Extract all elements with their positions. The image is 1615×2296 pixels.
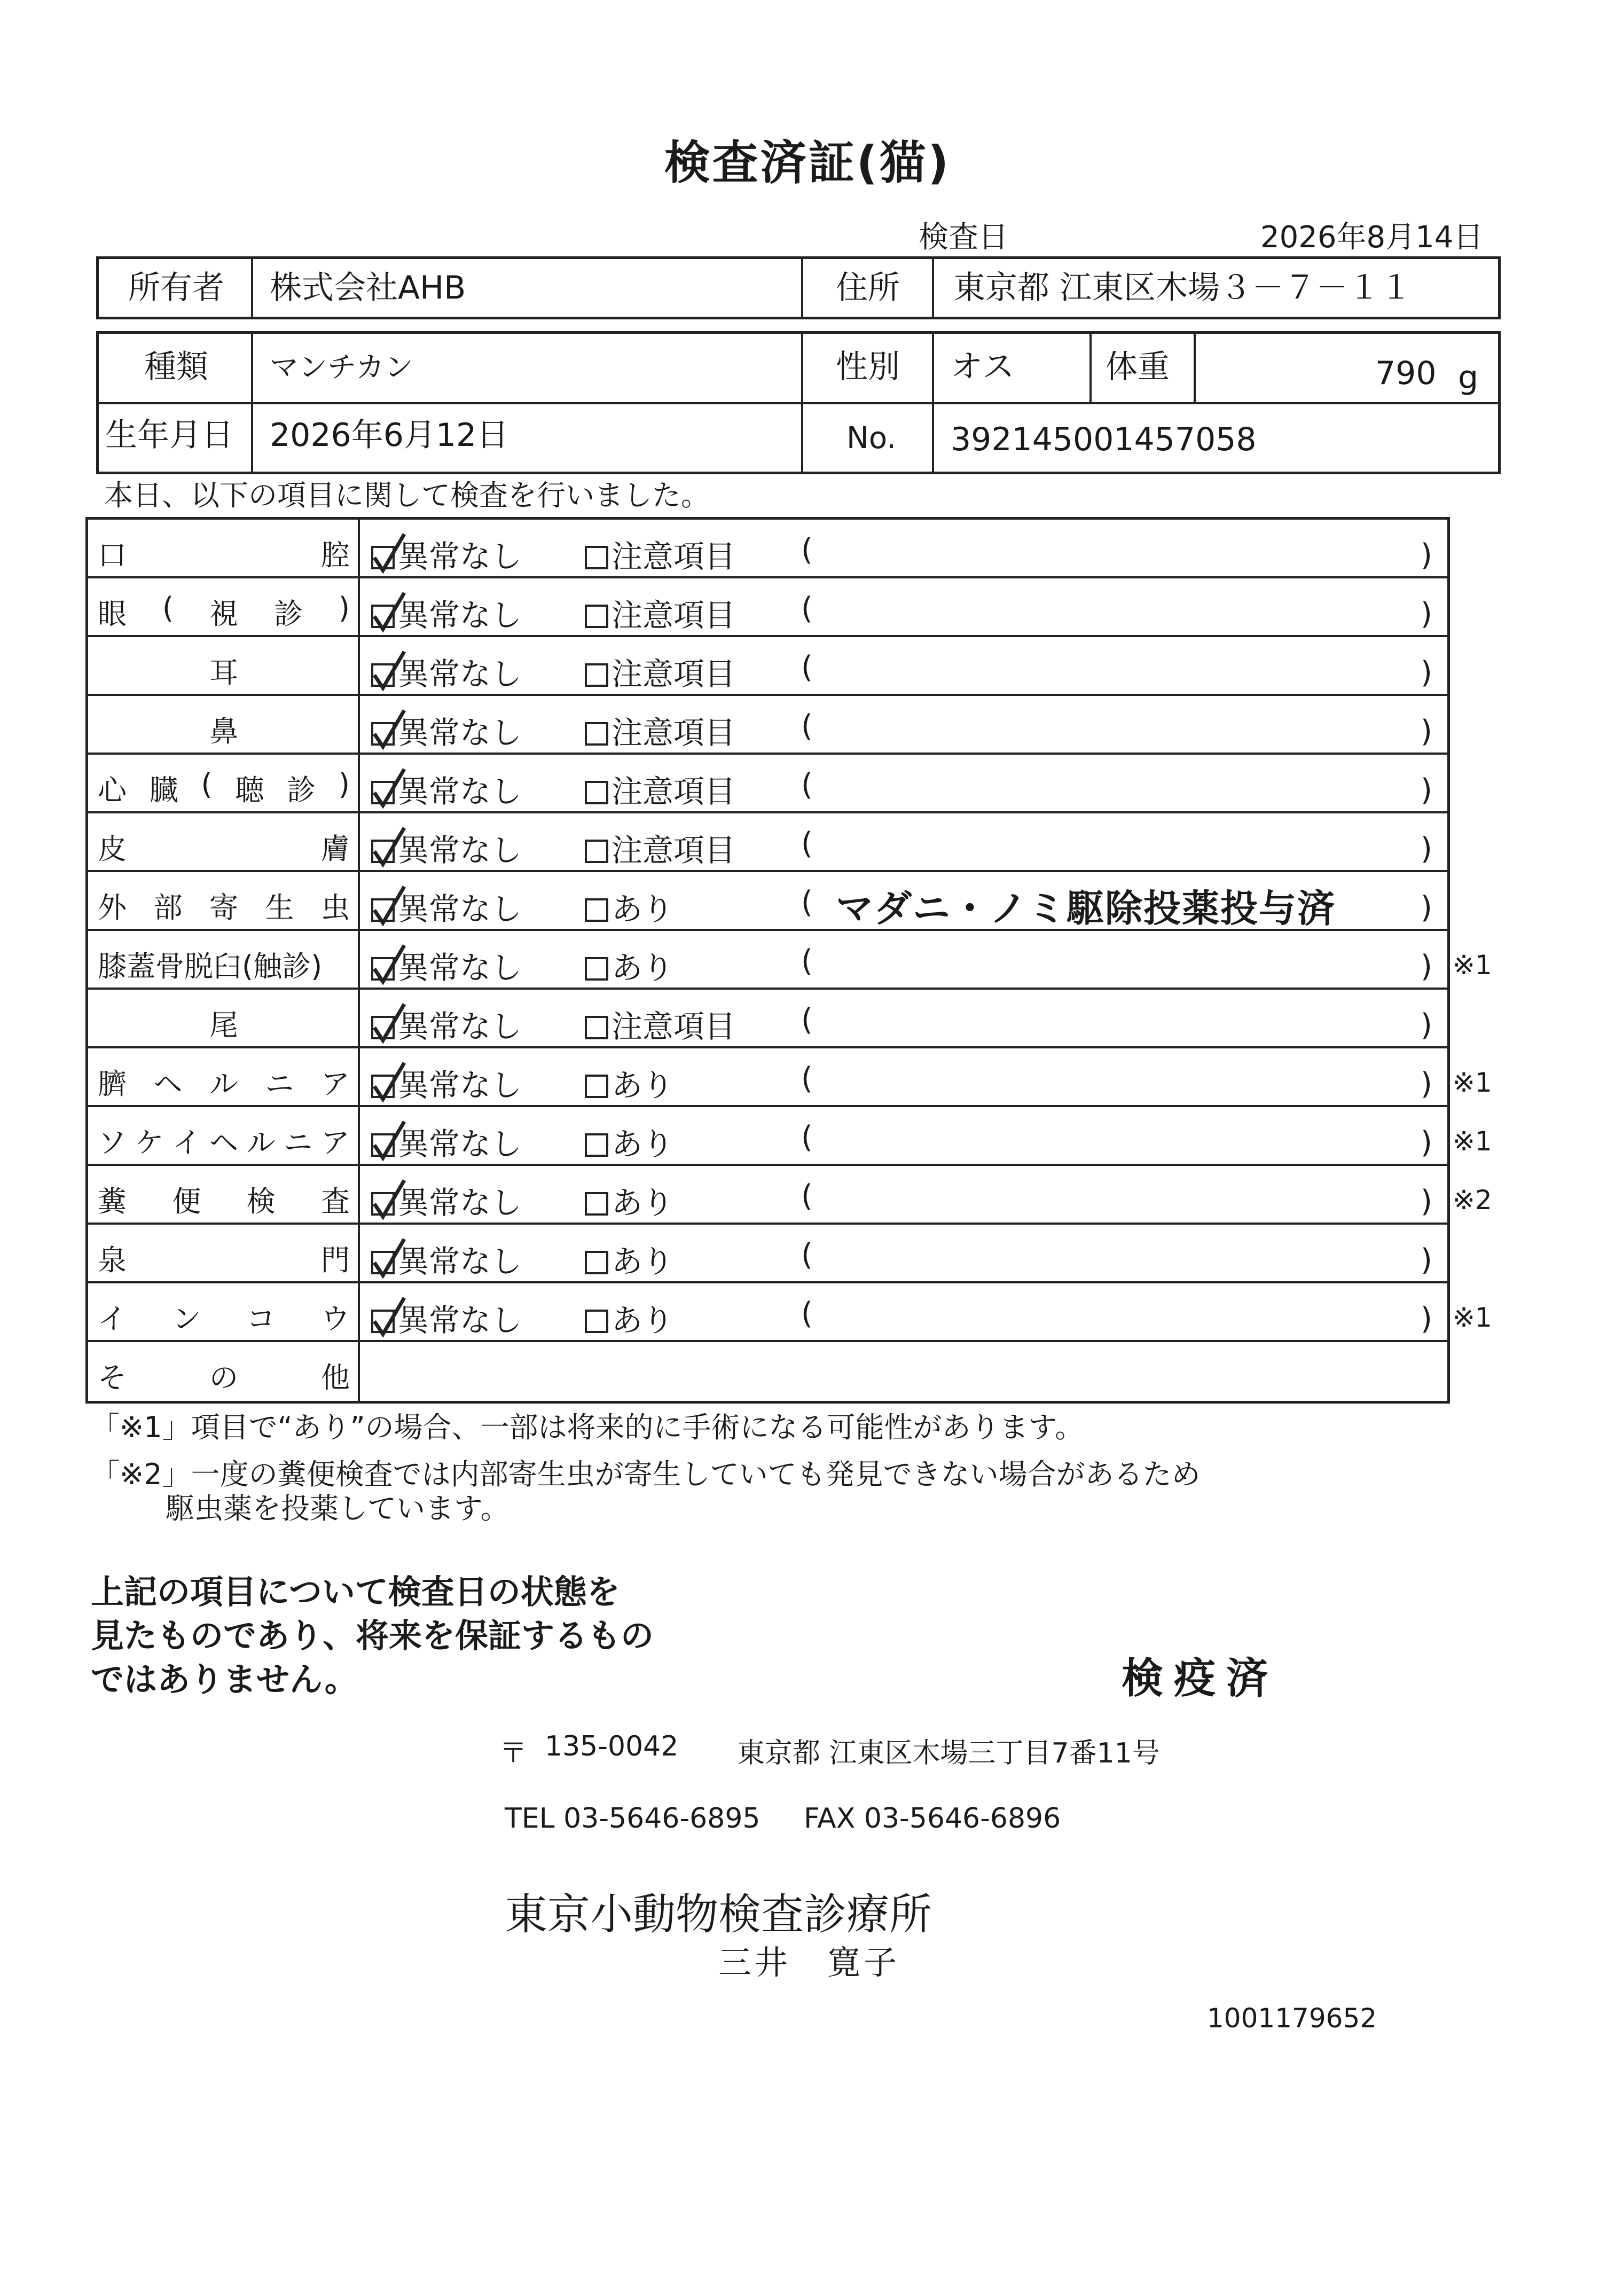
normal-label: 異常なし [398,1067,522,1103]
check-row [88,1225,1447,1283]
weight-value: 790 [1375,355,1437,392]
note-open-paren: ( [801,709,813,743]
owner-table [96,256,1501,319]
normal-label: 異常なし [398,1008,522,1045]
note-open-paren: ( [801,1002,813,1037]
normal-checkbox-checked[interactable] [371,531,522,576]
alt-checkbox[interactable] [585,766,735,811]
note-open-paren: ( [801,944,813,978]
check-item-name: 尾 [209,1008,238,1042]
note-close-paren: ) [1421,773,1432,808]
normal-label: 異常なし [398,715,522,751]
alt-label: あり [611,1243,674,1280]
alt-label: あり [611,1067,674,1103]
statement-line-3: ではありません。 [91,1660,358,1699]
check-row [88,872,1447,931]
normal-checkbox-checked[interactable] [371,1060,522,1105]
checkbox-icon [371,781,395,804]
checkbox-icon [585,1251,608,1274]
alt-label: 注意項目 [611,715,736,751]
check-row [88,755,1447,813]
checkbox-icon [585,722,608,746]
check-table [85,517,1450,1404]
check-item-name: 泉 門 [98,1243,350,1277]
statement-line-1: 上記の項目について検査日の状態を [91,1572,620,1611]
birth-label: 生年月日 [105,417,233,454]
note-close-paren: ) [1421,949,1432,984]
check-item-name: 鼻 [209,715,238,748]
clinic-fax: FAX 03-5646-6896 [804,1803,1061,1835]
inspection-date-value: 2026年8月14日 [1260,220,1484,255]
footnote-2-line1: 「※2」一度の糞便検査では内部寄生虫が寄生していても発見できない場合があるため [91,1457,1201,1491]
normal-checkbox-checked[interactable] [371,590,522,635]
note-close-paren: ) [1421,597,1432,631]
checkbox-icon [371,1192,395,1216]
alt-label: 注意項目 [611,832,736,868]
normal-checkbox-checked[interactable] [371,1119,522,1164]
alt-label: 注意項目 [611,656,736,692]
checkbox-icon [371,957,395,981]
normal-label: 異常なし [398,1185,522,1221]
note-open-paren: ( [801,1237,813,1272]
clinic-name: 東京小動物検査診療所 [505,1890,932,1939]
checkbox-icon [371,605,395,628]
id-number-label: No. [846,421,896,456]
check-row [88,578,1447,637]
alt-label: 注意項目 [611,597,736,633]
check-row [88,931,1447,990]
check-item-name: 臍 ヘ ル ニ ア [98,1067,350,1101]
note-close-paren: ) [1421,1184,1432,1219]
checkbox-icon [371,1075,395,1098]
normal-checkbox-checked[interactable] [371,825,522,870]
checkbox-icon [585,781,608,804]
checkbox-icon [585,663,608,687]
note-open-paren: ( [801,826,813,861]
alt-checkbox[interactable] [585,649,735,694]
alt-checkbox[interactable] [585,1001,735,1046]
note-open-paren: ( [801,1120,813,1155]
alt-label: 注意項目 [611,538,736,575]
alt-checkbox[interactable] [585,825,735,870]
animal-table [96,331,1501,474]
check-row [88,1166,1447,1225]
check-row [88,1283,1447,1342]
sex-label: 性別 [836,348,900,386]
check-row [88,813,1447,872]
alt-label: あり [611,1126,674,1162]
note-open-paren: ( [801,591,813,626]
check-item-name: 糞 便 検 査 [98,1185,350,1218]
alt-checkbox[interactable] [585,531,735,576]
footnote-mark: ※1 [1453,1067,1492,1098]
weight-label: 体重 [1106,348,1170,386]
checkbox-icon [585,605,608,628]
checkbox-icon [585,840,608,863]
check-item-name: 眼 ( 視 診 ) [98,591,350,631]
note-close-paren: ) [1421,1302,1432,1336]
alt-label: 注意項目 [611,1008,736,1045]
note-close-paren: ) [1421,1067,1432,1101]
check-item-name: イ ン コ ウ [98,1302,350,1336]
normal-checkbox-checked[interactable] [371,884,522,929]
check-item-name: 心 臓 ( 聴 診 ) [98,767,350,807]
note-open-paren: ( [801,1179,813,1213]
note-close-paren: ) [1421,1243,1432,1278]
birth-value: 2026年6月12日 [270,417,509,454]
normal-checkbox-checked[interactable] [371,1295,522,1340]
normal-checkbox-checked[interactable] [371,1001,522,1046]
sex-value: オス [951,348,1015,386]
postal-mark: 〒 [499,1737,528,1769]
normal-label: 異常なし [398,950,522,986]
note-open-paren: ( [801,1296,813,1331]
inspection-date-label: 検査日 [919,220,1008,255]
note-open-paren: ( [801,1061,813,1096]
clinic-address: 東京都 江東区木場三丁目7番11号 [737,1737,1160,1769]
checkbox-icon [371,1310,395,1333]
note-close-paren: ) [1421,832,1432,866]
normal-checkbox-checked[interactable] [371,1178,522,1223]
normal-label: 異常なし [398,832,522,868]
normal-label: 異常なし [398,538,522,575]
checkbox-icon [585,546,608,569]
checkbox-icon [585,1310,608,1333]
normal-label: 異常なし [398,1302,522,1338]
note-close-paren: ) [1421,538,1432,573]
note-close-paren: ) [1421,890,1432,925]
alt-checkbox[interactable] [585,708,735,753]
check-row [88,637,1447,696]
normal-checkbox-checked[interactable] [371,708,522,753]
serial-number: 1001179652 [1207,2003,1377,2034]
check-row [88,990,1447,1048]
postal-code: 135-0042 [545,1730,679,1762]
checkbox-icon [585,1192,608,1216]
checkbox-icon [585,898,608,922]
alt-checkbox[interactable] [585,590,735,635]
check-row [88,1048,1447,1107]
check-row [88,696,1447,755]
other-row [88,1342,1447,1401]
check-note: マダニ・ノミ駆除投薬投与済 [836,887,1336,930]
checkbox-icon [585,1133,608,1157]
alt-checkbox[interactable] [585,1178,673,1223]
note-close-paren: ) [1421,655,1432,690]
normal-checkbox-checked[interactable] [371,649,522,694]
doctor-name: 三井 寛子 [718,1943,900,1982]
address-value: 東京都 江東区木場３－７－１１ [953,269,1413,307]
normal-label: 異常なし [398,891,522,927]
alt-label: あり [611,891,674,927]
alt-label: あり [611,1302,674,1338]
check-item-name: 外 部 寄 生 虫 [98,891,350,924]
note-open-paren: ( [801,650,813,685]
checkbox-icon [585,957,608,981]
footnote-1: 「※1」項目で“あり”の場合、一部は将来的に手術になる可能性があります。 [91,1410,1084,1444]
check-item-name: ソ ケ イ ヘ ル ニ ア [98,1126,350,1159]
clinic-tel: TEL 03-5646-6895 [505,1803,761,1835]
other-label: そ の 他 [98,1361,350,1394]
normal-label: 異常なし [398,597,522,633]
statement-line-2: 見たものであり、将来を保証するもの [91,1616,654,1655]
breed-value: マンチカン [270,350,413,384]
normal-checkbox-checked[interactable] [371,943,522,988]
checkbox-icon [371,840,395,863]
alt-checkbox[interactable] [585,1119,673,1164]
checkbox-icon [371,1133,395,1157]
note-close-paren: ) [1421,714,1432,749]
footnote-mark: ※2 [1453,1185,1492,1216]
check-item-name: 耳 [209,656,238,689]
owner-label: 所有者 [128,269,224,307]
alt-checkbox[interactable] [585,1295,673,1340]
owner-value: 株式会社AHB [270,269,466,307]
checkbox-icon [585,1075,608,1098]
intro-text: 本日、以下の項目に関して検査を行いました。 [104,479,710,512]
weight-unit: g [1458,359,1479,396]
note-close-paren: ) [1421,1008,1432,1043]
normal-label: 異常なし [398,656,522,692]
normal-checkbox-checked[interactable] [371,766,522,811]
footnote-2-line2: 駆虫薬を投薬しています。 [166,1492,509,1525]
checkbox-icon [585,1016,608,1039]
footnote-mark: ※1 [1453,1126,1492,1157]
alt-checkbox[interactable] [585,1060,673,1105]
checkbox-icon [371,546,395,569]
normal-label: 異常なし [398,1243,522,1280]
checkbox-icon [371,1251,395,1274]
disclaimer-statement [91,1570,654,1702]
alt-checkbox[interactable] [585,884,673,929]
checkbox-icon [371,1016,395,1039]
id-number-value: 392145001457058 [951,421,1257,458]
alt-label: あり [611,950,674,986]
alt-label: 注意項目 [611,773,736,810]
checkbox-icon [371,663,395,687]
checkbox-icon [371,722,395,746]
alt-checkbox[interactable] [585,943,673,988]
note-close-paren: ) [1421,1125,1432,1160]
check-row [88,520,1447,578]
address-label: 住所 [836,269,900,307]
normal-label: 異常なし [398,1126,522,1162]
document-title: 検査済証(猫) [664,136,951,190]
check-item-name: 口 腔 [98,538,350,572]
alt-label: あり [611,1185,674,1221]
alt-checkbox[interactable] [585,1236,673,1281]
check-item-name: 膝蓋骨脱臼(触診) [98,950,323,983]
footnote-mark: ※1 [1453,1302,1492,1333]
checkbox-icon [371,898,395,922]
note-open-paren: ( [801,885,813,920]
note-open-paren: ( [801,532,813,567]
note-open-paren: ( [801,767,813,802]
footnote-mark: ※1 [1453,950,1492,981]
quarantine-stamp: 検疫済 [1122,1655,1279,1703]
breed-label: 種類 [144,348,208,386]
normal-label: 異常なし [398,773,522,810]
normal-checkbox-checked[interactable] [371,1236,522,1281]
check-item-name: 皮 膚 [98,832,350,866]
check-row [88,1107,1447,1166]
